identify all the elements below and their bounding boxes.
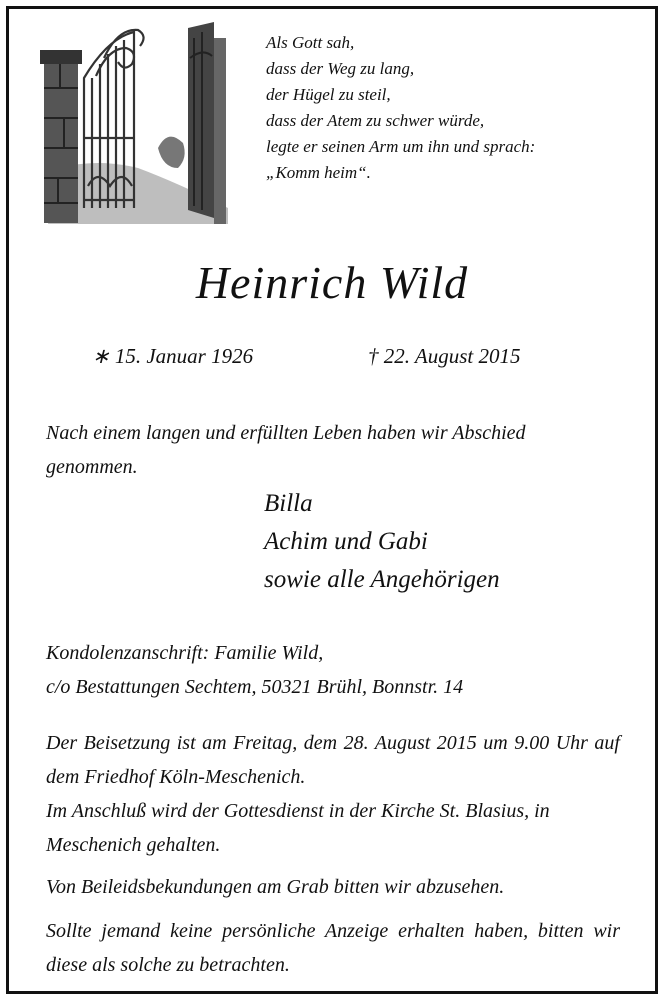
condolence-address (46, 636, 620, 704)
condolence-line: Kondolenzanschrift: Familie Wild, (46, 642, 324, 664)
poem-line: Als Gott sah, (266, 33, 355, 52)
mourner-name: sowie alle Angehörigen (264, 566, 500, 593)
poem-line: dass der Atem zu schwer würde, (266, 111, 485, 130)
deceased-name: Heinrich Wild (195, 257, 469, 308)
poem-line: der Hügel zu steil, (266, 85, 391, 104)
poem-line: „Komm heim“. (266, 163, 371, 182)
mourner-name: Achim und Gabi (264, 528, 428, 555)
poem-line: dass der Weg zu lang, (266, 59, 415, 78)
poem-line: legte er seinen Arm um ihn und sprach: (266, 137, 536, 156)
closing-note: Sollte jemand keine persönliche Anzeige erhalten haben, bitten wir diese als solche zu betrachten. (46, 920, 620, 976)
birth-date: ∗ 15. Januar 1926 (92, 344, 254, 368)
burial-info: Der Beisetzung ist am Freitag, dem 28. August 2015 um 9.00 Uhr auf dem Friedhof Köln-Meschenich. (46, 732, 620, 788)
service-info: Im Anschluß wird der Gottesdienst in der Kirche St. Blasius, in Meschenich gehalten. (46, 800, 550, 856)
mourners-list (264, 485, 500, 599)
death-date: † 22. August 2015 (368, 344, 521, 368)
poem (266, 30, 626, 186)
condolence-request: Von Beileidsbekundungen am Grab bitten wir abzusehen. (46, 876, 505, 898)
garden-gate-illustration (38, 18, 232, 224)
mourner-name: Billa (264, 490, 313, 517)
condolence-line: c/o Bestattungen Sechtem, 50321 Brühl, Bonnstr. 14 (46, 676, 464, 698)
farewell-text: Nach einem langen und erfüllten Leben haben wir Abschied genommen. (46, 422, 526, 478)
